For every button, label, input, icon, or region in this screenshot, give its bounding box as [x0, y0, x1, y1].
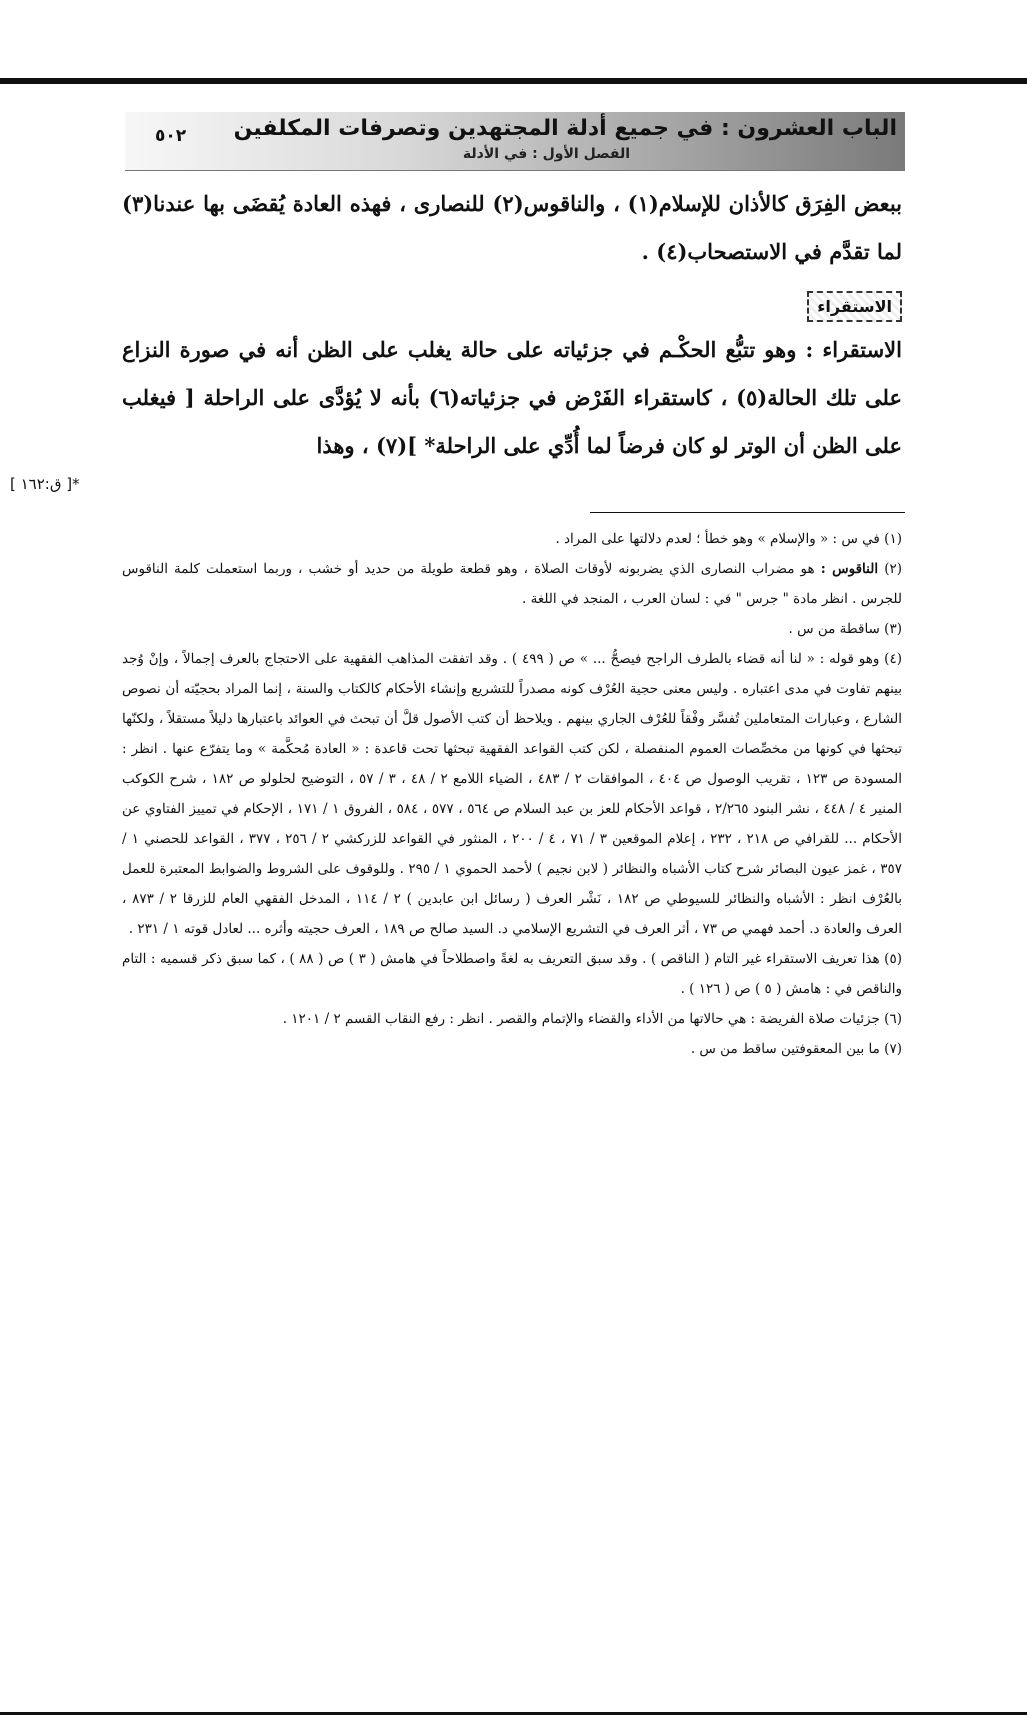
footnote-number: (٣) [884, 621, 902, 637]
footnote-6 [122, 1004, 902, 1034]
footnote-number: (٧) [884, 1041, 902, 1057]
footnote-text: وهو قوله : « لنا أنه قضاء بالطرف الراجح فيصحُّ ... » ص ( ٤٩٩ ) . وقد اتفقت المذاهب الفقهية على الاحتجاج بالعرف إجمالاً ، وإنْ وُجد بينهم تفاوت في مدى اعتباره . وليس معنى حجية العُرْف كونه مصدراً للتشريع وإنشاء الأحكام كالكتاب والسنة ، إنما المراد بحجيّته أن نصوص الشارع ، وعبارات المتعاملين تُفسَّر وفْقاً للعُرْف الجاري بينهم . ويلاحظ أن كتب الأصول قلَّ أن تبحث في العوائد باعتبارها دليلاً مستقلاً ، ولكنّها تبحثها في كونها من مخصِّصات العموم المنفصلة ، لكن كتب القواعد الفقهية تبحثها تحت قاعدة : « العادة مُحكَّمة » وما يتفرّع عنها . انظر : المسودة ص ١٢٣ ، تقريب الوصول ص ٤٠٤ ، الموافقات ٢ / ٤٨٣ ، الضياء اللامع ٢ / ٤٨ ، ٣ / ٥٧ ، التوضيح لحلولو ص ١٨٢ ، شرح الكوكب المنير ٤ / ٤٤٨ ، نشر البنود ٢/٢٦٥ ، قواعد الأحكام للعز بن عبد السلام ص ٥٦٤ ، ٥٧٧ ، ٥٨٤ ، الفروق ١ / ١٧١ ، الإحكام في تمييز الفتاوي عن الأحكام ... للقرافي ص ٢١٨ ، ٢٣٢ ، إعلام الموقعين ٣ / ٧١ ، ٤ / ٢٠٠ ، المنثور في القواعد للزركشي ٢ / ٢٥٦ ، ٣٧٧ ، القواعد للحصني ١ / ٣٥٧ ، غمز عيون البصائر شرح كتاب الأشباه والنظائر ( لابن نجيم ) لأحمد الحموي ١ / ٢٩٥ . وللوقوف على الشروط والضوابط المعتبرة للعمل بالعُرْف انظر : الأشباه والنظائر للسيوطي ص ١٨٢ ، نَشْر العرف ( رسائل ابن عابدين ) ٢ / ١١٤ ، المدخل الفقهي العام للزرقا ٢ / ٨٧٣ ، العرف والعادة د. أحمد فهمي ص ٧٣ ، أثر العرف في التشريع الإسلامي د. السيد صالح ص ١٨٩ ، العرف حجيته وأثره ... لعادل قوته ١ / ٢٣١ . [122, 651, 902, 937]
footnote-number: (١) [884, 531, 902, 547]
footnote-4 [122, 644, 902, 944]
paragraph-1-text: ببعض الفِرَق كالأذان للإسلام(١) ، والناقوس(٢) للنصارى ، فهذه العادة يُقضَى بها عندنا(٣) لما تقدَّم في الاستصحاب(٤) . [122, 191, 902, 264]
footnote-text: هذا تعريف الاستقراء غير التام ( الناقص ) . وقد سبق التعريف به لغةً واصطلاحاً في هامش ( ٣ ) ص ( ٨٨ ) ، كما سبق ذكر قسميه : التام والناقص في : هامش ( ٥ ) ص ( ١٢٦ ) . [122, 951, 902, 997]
footnote-number: (٢) [884, 561, 903, 577]
margin-note: *[ ق:١٦٢ ] [10, 475, 80, 493]
footnote-number: (٥) [884, 951, 902, 967]
header-title: الباب العشرون : في جميع أدلة المجتهدين وتصرفات المكلفين [233, 116, 897, 141]
footnote-text: هو مضراب النصارى الذي يضربونه لأوقات الصلاة ، وهو قطعة طويلة من حديد أو خشب ، وربما استعملت كلمة الناقوس للجرس . انظر مادة " جرس " في : لسان العرب ، المنجد في اللغة . [122, 561, 902, 607]
footnote-text: ما بين المعقوفتين ساقط من س . [690, 1041, 880, 1057]
footnote-term: الناقوس : [820, 561, 879, 577]
footnote-separator [590, 512, 905, 513]
footnote-text: في س : « والإسلام » وهو خطأ ؛ لعدم دلالتها على المراد . [555, 531, 880, 547]
page-number: ٥٠٢ [155, 126, 187, 146]
running-header [125, 112, 905, 171]
footnote-number: (٤) [884, 651, 902, 667]
footnote-1 [122, 524, 902, 554]
footnote-2 [122, 554, 902, 614]
paragraph-2 [122, 326, 902, 470]
footnote-text: جزئيات صلاة الفريضة : هي حالاتها من الأداء والقضاء والإتمام والقصر . انظر : رفع النقاب القسم ٢ / ١٢٠١ . [282, 1011, 880, 1027]
footnotes [122, 524, 902, 1064]
section-heading: الاستقراء [807, 291, 902, 322]
footnote-3 [122, 614, 902, 644]
footnote-number: (٦) [884, 1011, 902, 1027]
bottom-rule [0, 1712, 1027, 1715]
footnote-7 [122, 1034, 902, 1064]
header-subtitle: الفصل الأول : في الأدلة [462, 146, 630, 162]
top-rule [0, 78, 1027, 84]
footnote-text: ساقطة من س . [788, 621, 880, 637]
paragraph-2-text: الاستقراء : وهو تتبُّع الحكْـم في جزئياته على حالة يغلب على الظن أنه في صورة النزاع على تلك الحالة(٥) ، كاستقراء الفَرْض في جزئياته(٦) بأنه لا يُؤدَّى على الراحلة [ فيغلب على الظن أن الوتر لو كان فرضاً لما أُدِّي على الراحلة* ](٧) ، وهذا [122, 337, 902, 458]
paragraph-1 [122, 180, 902, 276]
footnote-5 [122, 944, 902, 1004]
